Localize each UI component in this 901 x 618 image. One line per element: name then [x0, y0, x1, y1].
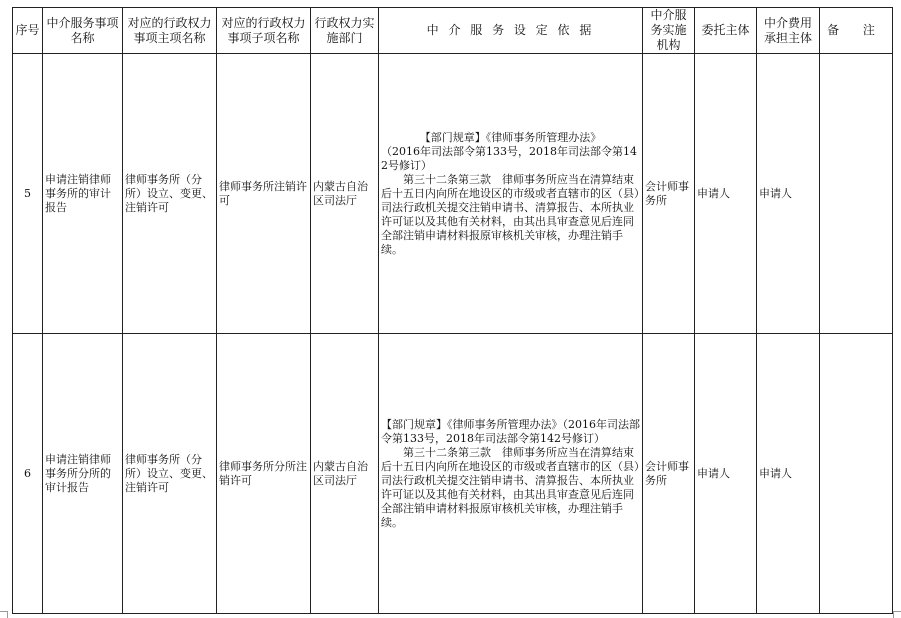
- row-sub-item: 律师事务所分所注销许可: [217, 334, 311, 614]
- row-main-item: 律师事务所（分所）设立、变更、注销许可: [123, 334, 217, 614]
- row-seq: 5: [13, 54, 43, 334]
- row-client: 申请人: [695, 54, 757, 334]
- header-sub-item: 对应的行政权力事项子项名称: [217, 8, 311, 54]
- row-seq: 6: [13, 334, 43, 614]
- service-items-table: [12, 7, 893, 614]
- table-row: [13, 54, 893, 334]
- row-basis: [379, 54, 643, 334]
- header-dept: 行政权力实施部门: [311, 8, 379, 54]
- header-main-item: 对应的行政权力事项主项名称: [123, 8, 217, 54]
- header-client: 委托主体: [695, 8, 757, 54]
- basis-citation: （2016年司法部令第133号，2018年司法部令第142号修订）: [381, 144, 637, 172]
- basis-title: 【部门规章】《律师事务所管理办法》: [419, 130, 602, 144]
- row-client: 申请人: [695, 334, 757, 614]
- row-dept: 内蒙古自治区司法厅: [311, 334, 379, 614]
- header-note: 备 注: [820, 8, 893, 54]
- row-basis: [379, 334, 643, 614]
- row-note: [820, 54, 893, 334]
- crop-mark: [893, 611, 894, 618]
- header-org: 中介服务实施机构: [643, 8, 695, 54]
- row-sub-item: 律师事务所注销许可: [217, 54, 311, 334]
- row-main-item: 律师事务所（分所）设立、变更、注销许可: [123, 54, 217, 334]
- row-org: 会计师事务所: [643, 334, 695, 614]
- crop-mark: [7, 611, 8, 618]
- basis-body: 第三十二条第三款 律师事务所应当在清算结束后十五日内向所在地设区的市级或者直辖市的区（县）司法行政机关提交注销申请书、清算报告、本所执业许可证以及其他有关材料，由其出具审查意见后连同全部注销申请材料报原审核机关审核，办理注销手续。: [381, 172, 640, 256]
- basis-title: 【部门规章】《律师事务所管理办法》（2016年司法部令第133号，2018年司法部令第142号修订）: [381, 417, 640, 445]
- basis-body: 第三十二条第三款 律师事务所应当在清算结束后十五日内向所在地设区的市级或者直辖市的区（县）司法行政机关提交注销申请书、清算报告、本所执业许可证以及其他有关材料，由其出具审查意见后连同全部注销申请材料报原审核机关审核，办理注销手续。: [381, 445, 640, 529]
- header-seq: 序号: [13, 8, 43, 54]
- row-dept: 内蒙古自治区司法厅: [311, 54, 379, 334]
- row-item-name: 申请注销律师事务所的审计报告: [43, 54, 123, 334]
- crop-mark: [893, 611, 901, 612]
- row-item-name: 申请注销律师事务所分所的审计报告: [43, 334, 123, 614]
- row-payer: 申请人: [757, 54, 820, 334]
- row-note: [820, 334, 893, 614]
- header-payer: 中介费用承担主体: [757, 8, 820, 54]
- row-org: 会计师事务所: [643, 54, 695, 334]
- row-payer: 申请人: [757, 334, 820, 614]
- header-item-name: 中介服务事项名称: [43, 8, 123, 54]
- header-basis: 中 介 服 务 设 定 依 据: [379, 8, 643, 54]
- header-row: [13, 8, 893, 54]
- table-row: [13, 334, 893, 614]
